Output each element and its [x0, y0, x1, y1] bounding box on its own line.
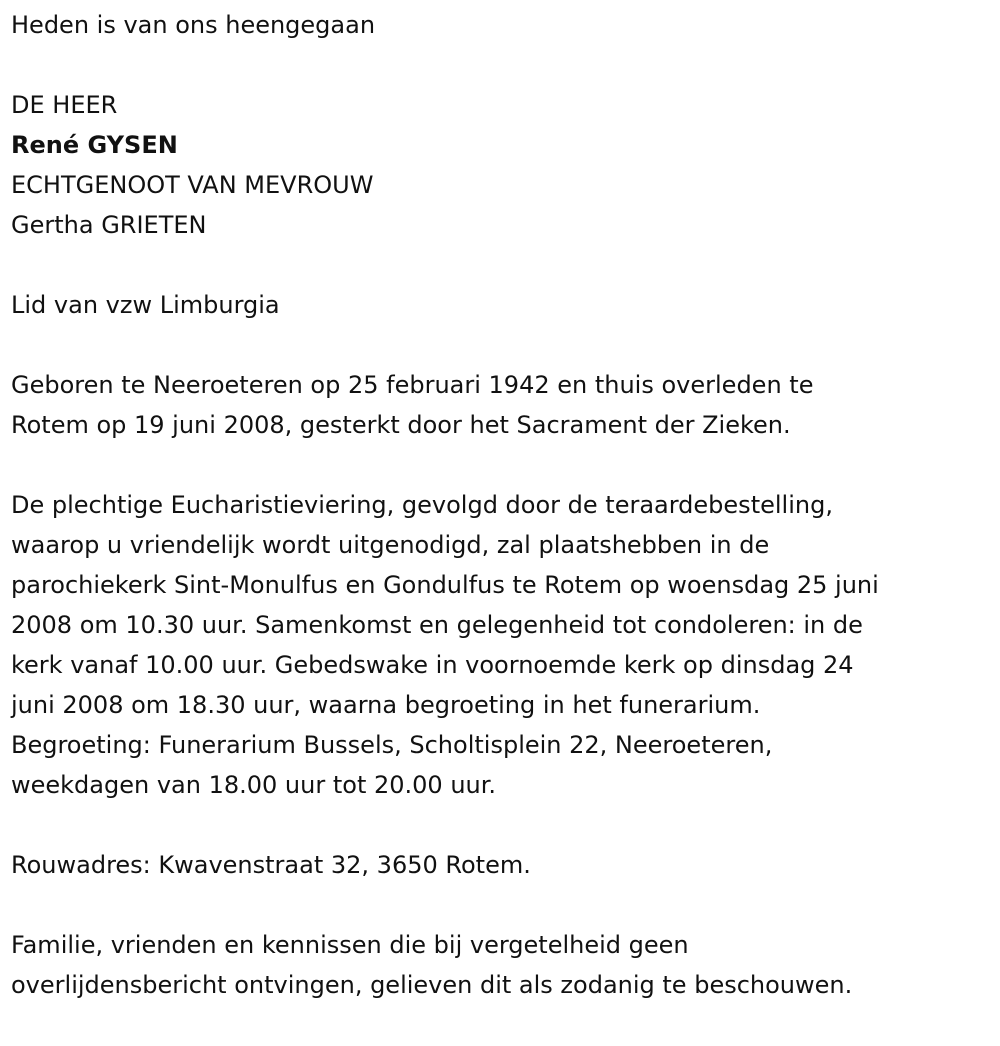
address-line: Rouwadres: Kwavenstraat 32, 3650 Rotem.	[11, 851, 531, 879]
paragraph-line: waarop u vriendelijk wordt uitgenodigd, zal plaatshebben in de	[11, 531, 770, 559]
birth-death-paragraph	[11, 365, 991, 445]
ceremony-paragraph	[11, 485, 991, 805]
honorific-title: DE HEER	[11, 91, 118, 119]
spacer	[11, 45, 991, 85]
spacer	[11, 245, 991, 285]
obituary-notice	[11, 0, 991, 1005]
deceased-name: René GYSEN	[11, 131, 178, 159]
intro-line: Heden is van ons heengegaan	[11, 11, 376, 39]
membership-line: Lid van vzw Limburgia	[11, 291, 280, 319]
paragraph-line: Geboren te Neeroeteren op 25 februari 1942 en thuis overleden te	[11, 371, 814, 399]
paragraph-line: Begroeting: Funerarium Bussels, Scholtisplein 22, Neeroeteren,	[11, 731, 773, 759]
paragraph-line: De plechtige Eucharistieviering, gevolgd door de teraardebestelling,	[11, 491, 833, 519]
spacer	[11, 885, 991, 925]
paragraph-line: overlijdensbericht ontvingen, gelieven dit als zodanig te beschouwen.	[11, 971, 853, 999]
spouse-label: ECHTGENOOT VAN MEVROUW	[11, 171, 374, 199]
paragraph-line: weekdagen van 18.00 uur tot 20.00 uur.	[11, 771, 497, 799]
spacer	[11, 445, 991, 485]
paragraph-line: Rotem op 19 juni 2008, gesterkt door het Sacrament der Zieken.	[11, 411, 791, 439]
paragraph-line: Familie, vrienden en kennissen die bij vergetelheid geen	[11, 931, 689, 959]
spacer	[11, 325, 991, 365]
paragraph-line: kerk vanaf 10.00 uur. Gebedswake in voornoemde kerk op dinsdag 24	[11, 651, 854, 679]
paragraph-line: juni 2008 om 18.30 uur, waarna begroeting in het funerarium.	[11, 691, 761, 719]
spouse-name: Gertha GRIETEN	[11, 211, 207, 239]
paragraph-line: 2008 om 10.30 uur. Samenkomst en gelegenheid tot condoleren: in de	[11, 611, 863, 639]
closing-paragraph	[11, 925, 991, 1005]
spacer	[11, 805, 991, 845]
paragraph-line: parochiekerk Sint-Monulfus en Gondulfus te Rotem op woensdag 25 juni	[11, 571, 879, 599]
